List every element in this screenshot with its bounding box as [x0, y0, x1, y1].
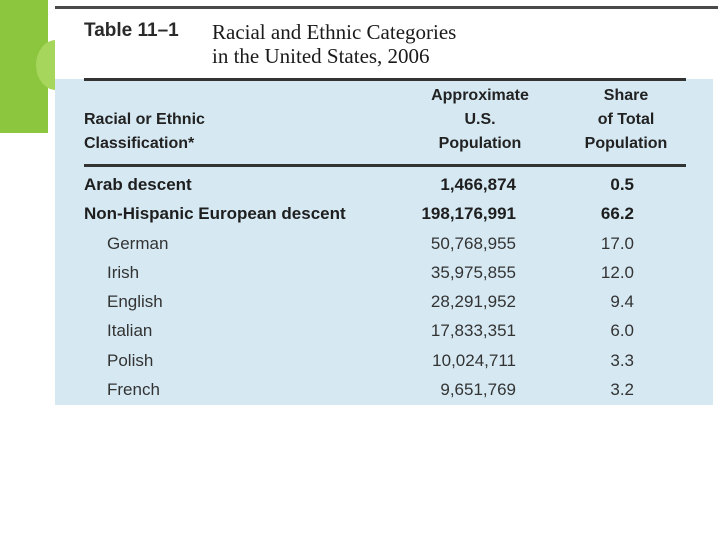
row-share: 3.3: [610, 350, 634, 370]
row-population: 50,768,955: [430, 233, 516, 253]
row-population: 198,176,991: [421, 204, 516, 224]
row-name: Irish: [107, 262, 140, 282]
row-population: 10,024,711: [432, 350, 516, 370]
row-population: 9,651,769: [440, 380, 516, 400]
table-row: [0, 199, 720, 228]
row-name: Non-Hispanic European descent: [84, 204, 346, 224]
header-population: Approximate U.S. Population: [431, 87, 529, 152]
row-population: 1,466,874: [440, 175, 516, 194]
table-row: [0, 287, 720, 316]
table-row: [0, 316, 720, 345]
table-row: [0, 170, 720, 199]
row-name: French: [107, 380, 160, 400]
table-row: [0, 346, 720, 375]
header-share: Share of Total Population: [584, 87, 668, 152]
row-share: 0.5: [610, 175, 634, 194]
row-population: 35,975,855: [430, 262, 516, 282]
row-share: 6.0: [610, 321, 634, 341]
row-population: 17,833,351: [430, 321, 516, 341]
table-title: Racial and Ethnic Categories in the United States, 2006: [212, 20, 457, 68]
row-name: Polish: [107, 350, 154, 370]
row-population: 28,291,952: [430, 292, 516, 312]
header-bottom-rule: [84, 164, 686, 167]
top-rule: [55, 6, 718, 9]
table-row: [0, 229, 720, 258]
row-share: 66.2: [600, 204, 634, 224]
row-share: 3.2: [610, 380, 634, 400]
row-share: 17.0: [600, 233, 634, 253]
row-name: Arab descent: [84, 175, 192, 194]
row-name: German: [107, 233, 169, 253]
row-name: English: [107, 292, 163, 312]
table-body: [0, 170, 720, 404]
table-row: [0, 375, 720, 404]
row-name: Italian: [107, 321, 153, 341]
row-share: 9.4: [610, 292, 634, 312]
table-number: Table 11–1: [84, 20, 179, 41]
table-row: [0, 258, 720, 287]
header-top-rule: [84, 78, 686, 81]
header-classification: Racial or Ethnic Classification*: [84, 111, 205, 152]
row-share: 12.0: [600, 262, 634, 282]
